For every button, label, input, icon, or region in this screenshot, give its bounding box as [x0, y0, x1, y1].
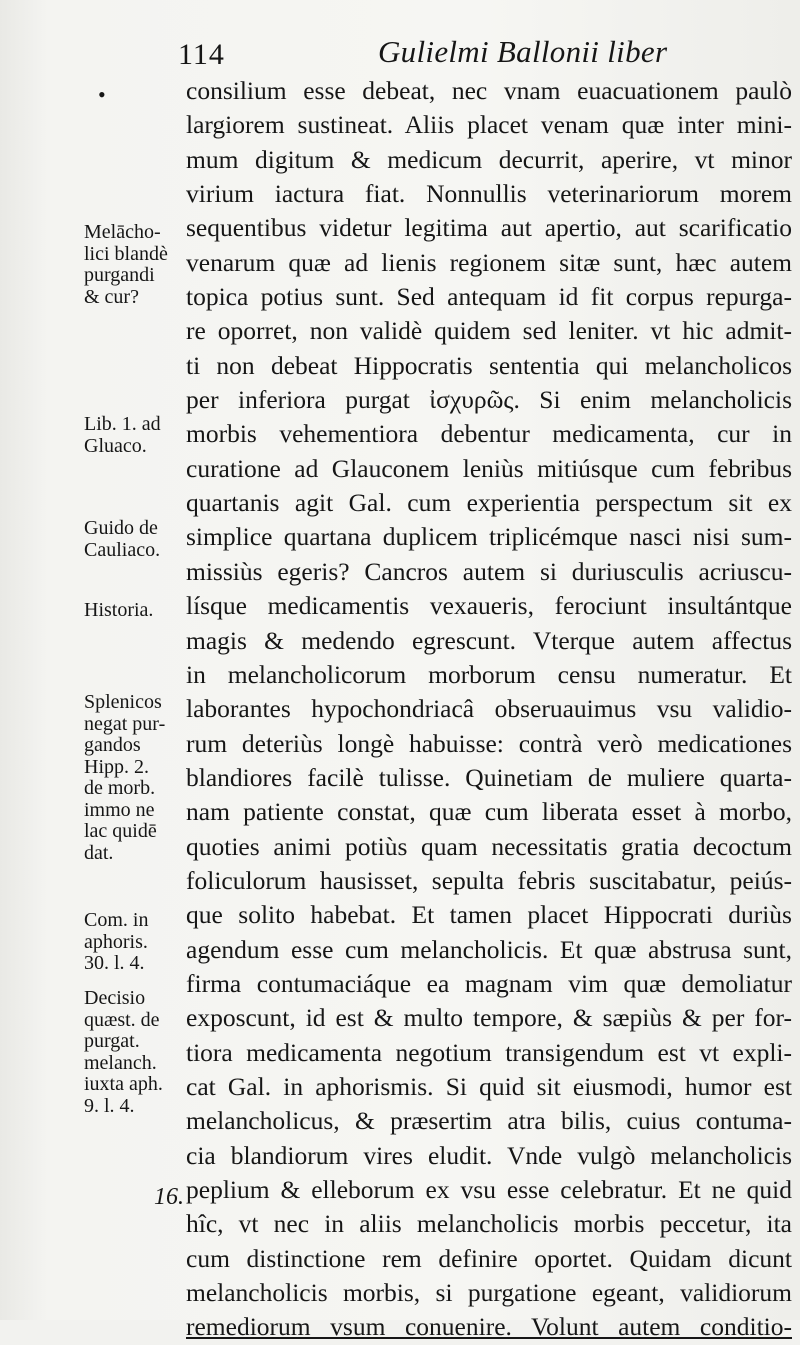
text-line: ti non debeat Hippocratis sententia qui melancholicos [186, 350, 792, 380]
text-line: firma contumaciáque ea magnam vim quæ demoliatur [186, 968, 792, 998]
note-line: Lib. 1. ad [84, 413, 161, 435]
note-line: 9. l. 4. [84, 1094, 135, 1117]
margin-note-com-aphoris [84, 910, 188, 975]
text-line: que solito habebat. Et tamen placet Hippocrati duriùs [186, 900, 792, 930]
note-line: Hipp. 2. [84, 755, 149, 778]
text-line: cia blandiorum vires eludit. Vnde vulgò melancholicis [186, 1140, 792, 1170]
margin-note-guido [84, 518, 188, 561]
text-line: lísque medicamentis vexaueris, ferociunt insultántque [186, 591, 792, 621]
note-line: quæst. de [84, 1008, 160, 1031]
note-line: iuxta aph. [84, 1073, 163, 1095]
note-line: immo ne [84, 798, 155, 821]
text-line: re oporret, non validè quidem sed leniter. vt hic admit- [186, 316, 792, 346]
text-line: sequentibus videtur legitima aut apertio, aut scarificatio [186, 213, 792, 243]
text-line: curatione ad Glauconem leniùs mitiúsque cum febribus [186, 453, 792, 483]
text-line: mum digitum & medicum decurrit, aperire, vt minor [186, 144, 792, 174]
note-line: purgat. [84, 1030, 140, 1052]
text-line: tiora medicamenta negotium transigendum est vt expli- [186, 1037, 792, 1067]
text-line: largiorem sustineat. Aliis placet venam quæ inter mini- [186, 110, 792, 140]
text-line: remediorum vsum conuenire. Volunt autem conditio- [186, 1312, 792, 1342]
text-line: simplice quartana duplicem triplicémque nasci nisi sum- [186, 522, 792, 552]
text-line: peplium & elleborum ex vsu esse celebratur. Et ne quid [186, 1175, 792, 1204]
note-line: melanch. [84, 1051, 157, 1074]
note-line: dat. [84, 841, 114, 864]
note-line: Cauliaco. [84, 538, 161, 561]
text-line: topica potius sunt. Sed antequam id fit corpus repurga- [186, 282, 792, 312]
margin-note-historia [84, 600, 188, 622]
margin-note-melancholici [84, 222, 188, 308]
text-line: in melancholicorum morborum censu numeratur. Et [186, 659, 792, 689]
note-line: & cur? [84, 285, 139, 308]
note-line: negat pur- [84, 712, 166, 735]
text-line: venarum quæ ad lienis regionem sitæ sunt, hæc autem [186, 247, 792, 277]
text-line: virium iactura fiat. Nonnullis veterinariorum morem [186, 179, 792, 209]
running-title: Gulielmi Ballonii liber [378, 34, 668, 69]
text-line: laborantes hypochondriacâ obseruauimus vsu validio- [186, 694, 792, 724]
text-line: missiùs egeris? Cancros autem si duriusculis acriuscu- [186, 556, 792, 586]
text-line: melancholicus, & præsertim atra bilis, cuius contuma- [186, 1106, 792, 1136]
margin-note-lib-gluaco [84, 414, 188, 457]
text-line: cum distinctione rem definire oportet. Quidam dicunt [186, 1243, 792, 1273]
margin-notes [0, 0, 186, 1320]
text-line: quartanis agit Gal. cum experientia perspectum sit ex [186, 488, 792, 518]
text-line: magis & medendo egrescunt. Vterque autem affectus [186, 625, 792, 655]
note-line: Com. in [84, 909, 149, 931]
note-line: Historia. [84, 599, 154, 621]
note-line: de morb. [84, 777, 156, 799]
text-line: nam patiente constat, quæ cum liberata esset à morbo, [186, 797, 792, 827]
note-line: Splenicos [84, 691, 162, 713]
note-line: lac quidē [84, 820, 157, 842]
text-line: foliculorum hausisset, sepulta febris suscitabatur, peiús- [186, 865, 792, 895]
text-line: agendum esse cum melancholicis. Et quæ abstrusa sunt, [186, 934, 792, 964]
section-number: 16. [154, 1184, 184, 1210]
body-text [186, 74, 792, 1345]
note-line: lici blandè [84, 242, 168, 265]
note-line: aphoris. [84, 930, 148, 953]
text-line: rum deteriùs longè habuisse: contrà verò medicationes [186, 728, 792, 758]
text-line: consilium esse debeat, nec vnam euacuationem paulò [186, 76, 792, 105]
text-line: cat Gal. in aphorismis. Si quid sit eiusmodi, humor est [186, 1071, 792, 1101]
margin-note-decisio [84, 988, 188, 1117]
note-line: Gluaco. [84, 434, 147, 457]
note-line: Guido de [84, 517, 158, 539]
text-line: quoties animi potiùs quam necessitatis gratia decoctum [186, 831, 792, 861]
margin-note-splenicos [84, 692, 188, 864]
note-line: 30. l. 4. [84, 952, 145, 974]
text-line: per inferiora purgat ἰσχυρῶς. Si enim melancholicis [186, 385, 792, 415]
text-line: exposcunt, id est & multo tempore, & sæpiùs & per for- [186, 1003, 792, 1033]
note-line: gandos [84, 734, 141, 756]
note-line: purgandi [84, 264, 155, 286]
text-line: hîc, vt nec in aliis melancholicis morbis peccetur, ita [186, 1209, 792, 1239]
note-line: Melācho- [84, 221, 161, 243]
page-number: 114 [178, 38, 225, 71]
text-line: morbis vehementiora debentur medicamenta, cur in [186, 419, 792, 449]
text-line: blandiores facilè tulisse. Quinetiam de muliere quarta- [186, 762, 792, 792]
note-line: Decisio [84, 987, 146, 1009]
text-line: melancholicis morbis, si purgatione egeant, validiorum [186, 1278, 792, 1308]
margin-mark: • [98, 82, 106, 107]
